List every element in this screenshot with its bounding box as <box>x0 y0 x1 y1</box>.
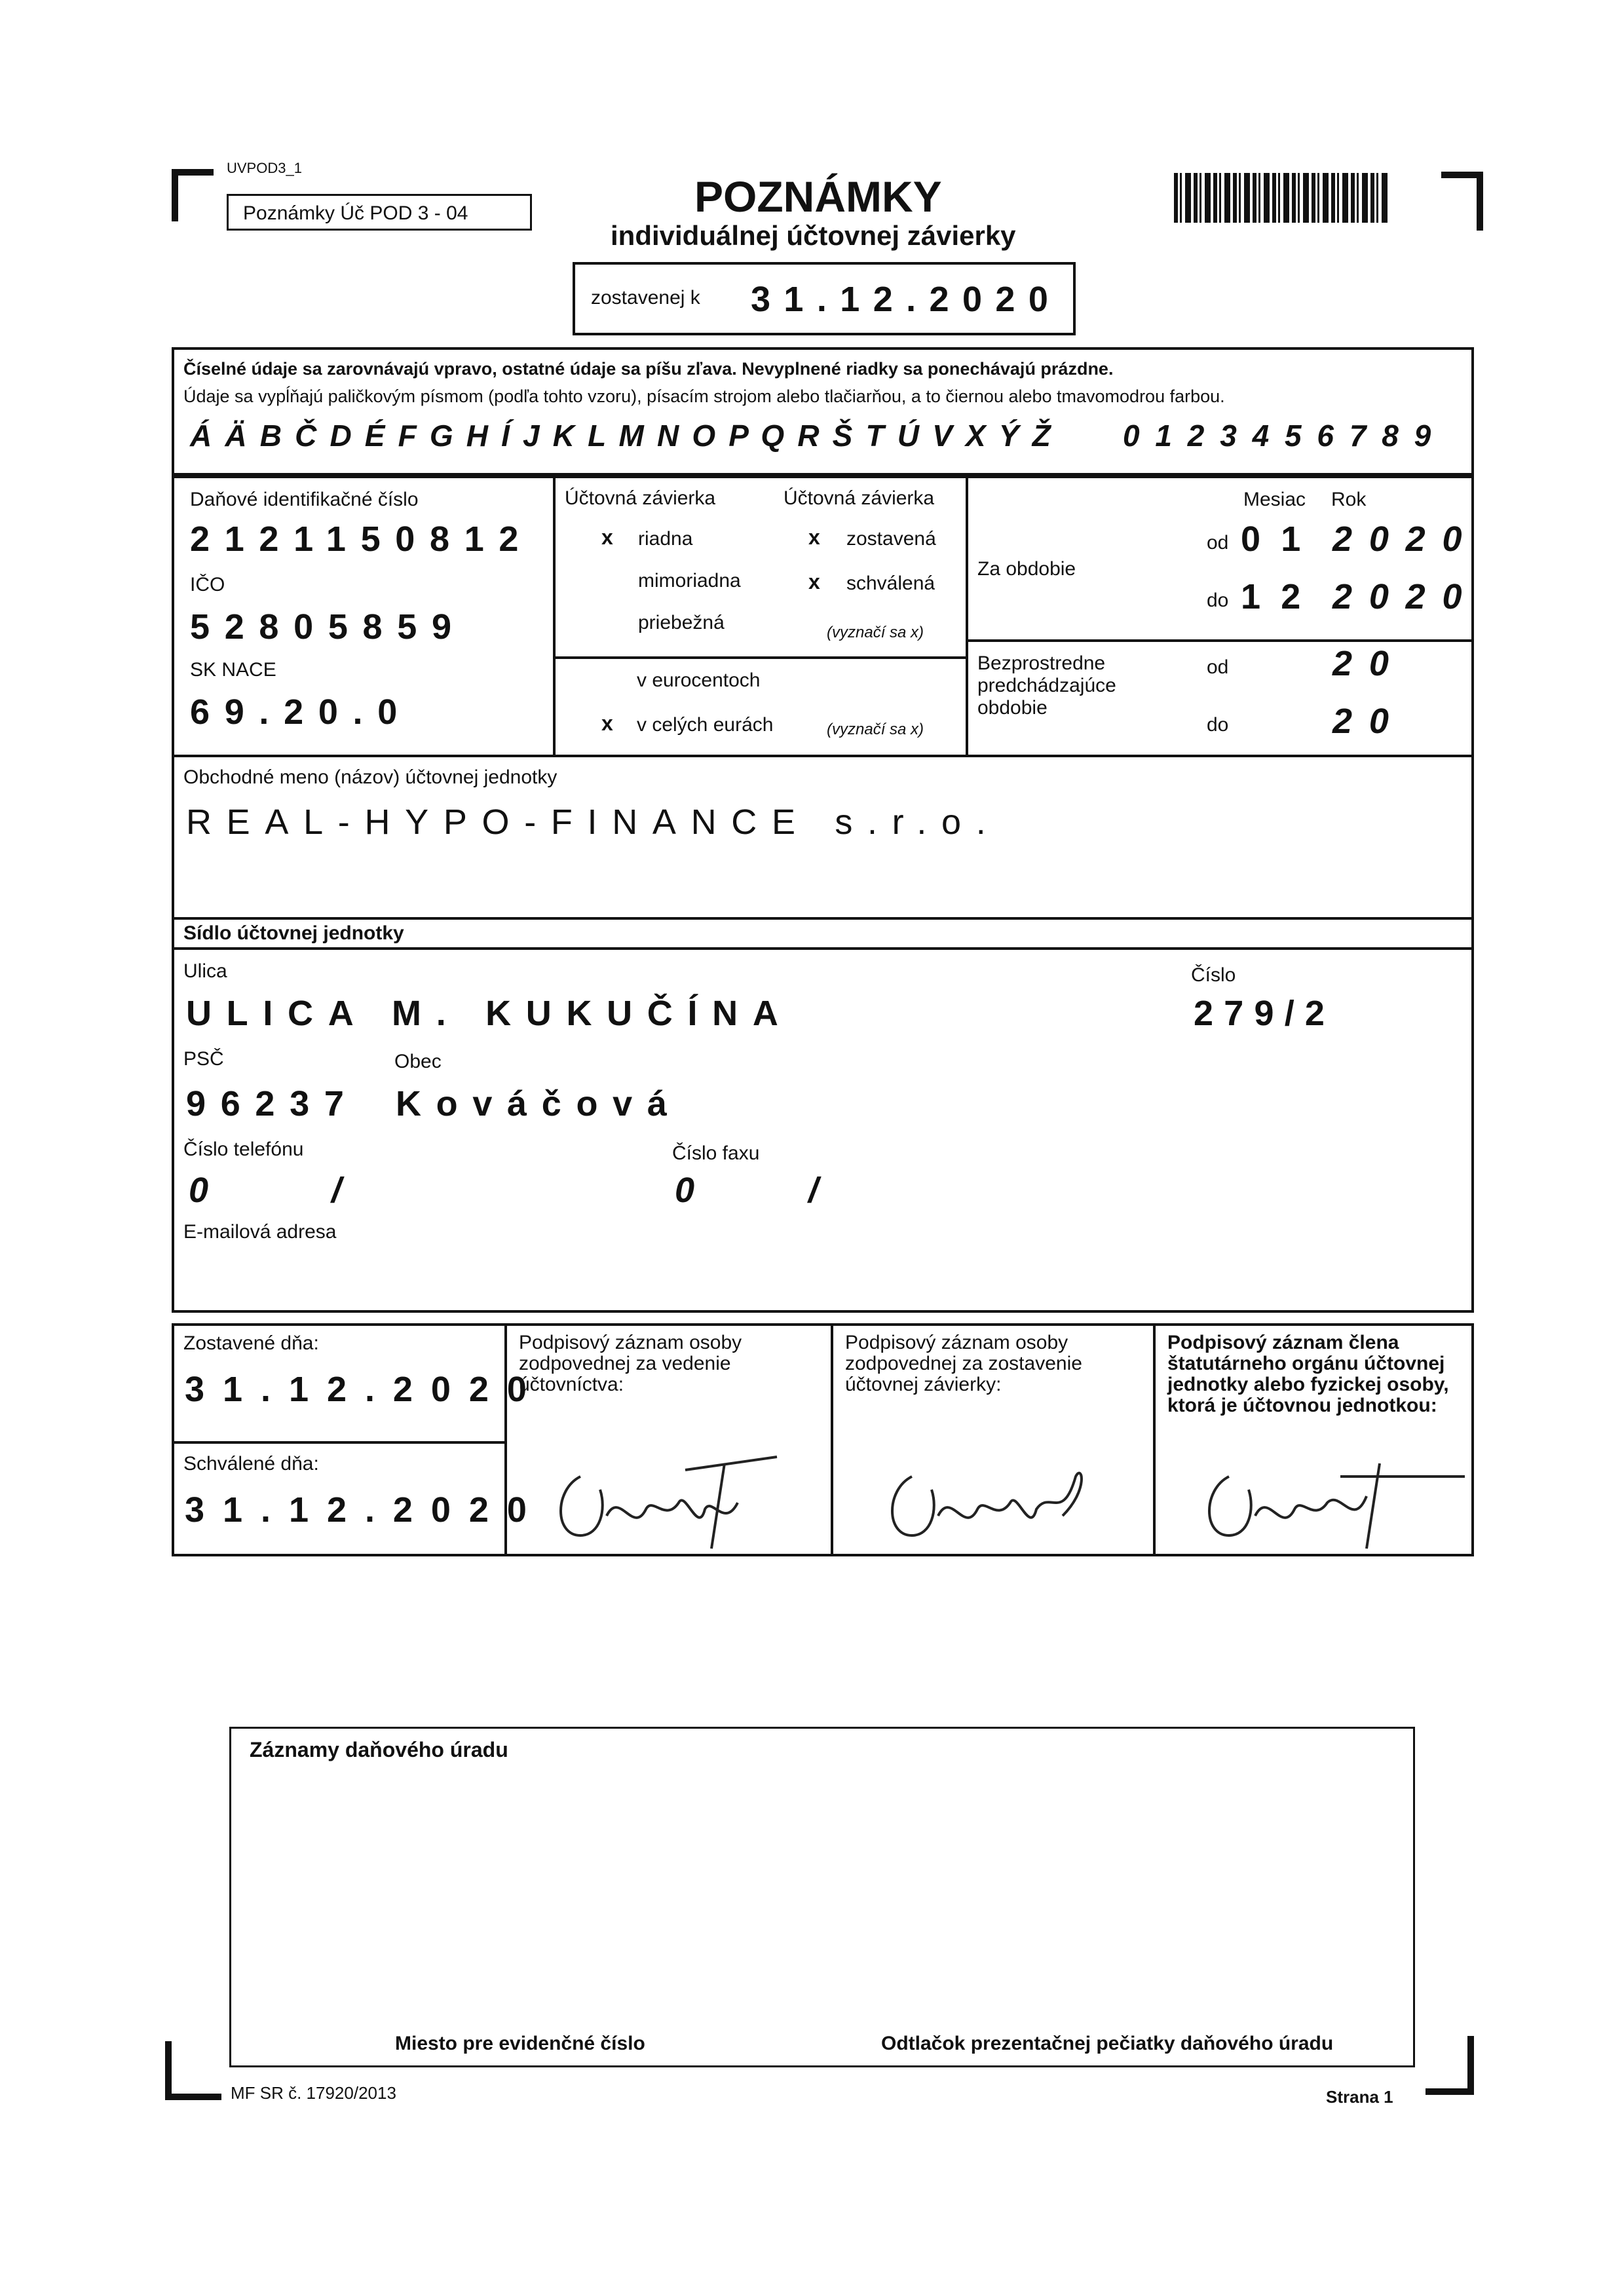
period-prev-to-label: do <box>1207 714 1229 736</box>
approved-on-label: Schválené dňa: <box>183 1453 319 1475</box>
page-title: POZNÁMKY <box>694 172 942 221</box>
compiled-date-label: zostavenej k <box>591 287 700 309</box>
number-label: Číslo <box>1191 964 1236 986</box>
compiled-date-box <box>573 262 1076 335</box>
whole-euros-mark[interactable]: x <box>601 711 613 735</box>
closing-note-2: (vyznačí sa x) <box>827 721 924 738</box>
entity-name-value: REAL-HYPO-FINANCE s.r.o. <box>186 802 1001 842</box>
seat-heading: Sídlo účtovnej jednotky <box>183 922 404 944</box>
period-year-label: Rok <box>1331 489 1367 510</box>
period-prev-from-label: od <box>1207 656 1229 678</box>
signature-3-label: Podpisový záznam člena štatutárneho orgánu účtovnej jednotky alebo fyzickej osoby, ktorá je účtovnou jednotkou: <box>1167 1332 1449 1416</box>
closing-ordinary: riadna <box>638 528 693 550</box>
stamp-label: Odtlačok prezentačnej pečiatky daňového úradu <box>881 2033 1334 2054</box>
period-to-label: do <box>1207 590 1229 611</box>
instructions-line-1: Číselné údaje sa zarovnávajú vpravo, ostatné údaje sa píšu zľava. Nevyplnené riadky sa ponechávajú prázdne. <box>183 359 1114 379</box>
period-prev-to-year: 2 0 <box>1332 702 1393 741</box>
ministry-reference: MF SR č. 17920/2013 <box>231 2083 396 2103</box>
signature-3-handwriting <box>1183 1450 1471 1555</box>
signature-box <box>172 1323 1474 1556</box>
period-prev-from-year: 2 0 <box>1332 644 1393 683</box>
period-prev-label: Bezprostredne predchádzajúce obdobie <box>977 652 1116 719</box>
tax-office-heading: Záznamy daňového úradu <box>250 1738 508 1761</box>
closing-approved: schválená <box>846 573 935 594</box>
ico-label: IČO <box>190 574 225 595</box>
form-code-box <box>227 194 532 231</box>
street-label: Ulica <box>183 960 227 982</box>
zip-value: 96237 <box>186 1084 359 1123</box>
form-code-box-label: Poznámky Úč POD 3 - 04 <box>243 202 468 224</box>
tax-office-box <box>229 1727 1415 2067</box>
page-number: Strana 1 <box>1326 2087 1393 2107</box>
signature-2-handwriting <box>866 1450 1128 1555</box>
number-value: 279/2 <box>1194 994 1336 1033</box>
city-label: Obec <box>394 1051 442 1072</box>
sample-letters: Á Ä B Č D É F G H Í J K L M N O P Q R Š T Ú V X Ý Ž <box>190 419 1053 453</box>
seat-box <box>172 917 1474 1313</box>
city-value: Kováčová <box>396 1084 682 1123</box>
entity-name-box <box>172 755 1474 920</box>
compiled-date-value: 3 1 . 1 2 . 2 0 2 0 <box>751 280 1050 319</box>
period-month-label: Mesiac <box>1243 489 1306 510</box>
phone-slash: / <box>331 1171 356 1210</box>
fax-value: 0 <box>675 1171 709 1210</box>
zip-label: PSČ <box>183 1048 224 1070</box>
page-subtitle: individuálnej účtovnej závierky <box>611 220 1016 251</box>
identification-box <box>172 476 1474 757</box>
period-to-year: 2 0 2 0 <box>1332 577 1465 616</box>
dic-value: 2121150812 <box>190 519 534 559</box>
barcode <box>1174 173 1390 223</box>
street-value: ULICA M. KUKUČÍNA <box>186 994 793 1033</box>
evidence-number-label: Miesto pre evidenčné číslo <box>395 2033 645 2054</box>
form-code: UVPOD3_1 <box>227 160 302 176</box>
sample-digits: 0 1 2 3 4 5 6 7 8 9 <box>1123 419 1435 453</box>
approved-mark[interactable]: x <box>808 570 820 593</box>
closing-extraordinary: mimoriadna <box>638 570 741 592</box>
compiled-mark[interactable]: x <box>808 525 820 549</box>
approved-on-value: 3 1 . 1 2 . 2 0 2 0 <box>185 1490 531 1530</box>
compiled-on-value: 3 1 . 1 2 . 2 0 2 0 <box>185 1370 531 1409</box>
corner-mark-top-right <box>1441 172 1483 231</box>
corner-mark-bottom-right <box>1426 2036 1474 2095</box>
instructions-line-2: Údaje sa vypĺňajú paličkovým písmom (podľa tohto vzoru), písacím strojom alebo tlačiarňou, a to čiernou alebo tmavomodrou farbou. <box>183 386 1225 406</box>
phone-value: 0 <box>189 1171 223 1210</box>
corner-mark-top-left <box>172 169 214 221</box>
period-from-month: 0 1 <box>1241 519 1306 559</box>
period-from-label: od <box>1207 532 1229 554</box>
corner-mark-bottom-left <box>165 2041 221 2100</box>
closing-compiled: zostavená <box>846 528 936 550</box>
signature-1-handwriting <box>541 1450 803 1555</box>
email-label: E-mailová adresa <box>183 1221 337 1243</box>
signature-1-label: Podpisový záznam osoby zodpovednej za vedenie účtovníctva: <box>519 1332 742 1395</box>
entity-name-label: Obchodné meno (názov) účtovnej jednotky <box>183 766 557 788</box>
period-to-month: 1 2 <box>1241 577 1306 616</box>
compiled-on-label: Zostavené dňa: <box>183 1332 319 1354</box>
period-for-label: Za obdobie <box>977 558 1076 580</box>
closing-heading-1: Účtovná závierka <box>565 487 716 509</box>
period-from-year: 2 0 2 0 <box>1332 519 1465 559</box>
ordinary-mark[interactable]: x <box>601 525 613 549</box>
ico-value: 52805859 <box>190 607 466 647</box>
currency-eurocents: v eurocentoch <box>637 669 761 691</box>
phone-label: Číslo telefónu <box>183 1139 304 1160</box>
nace-label: SK NACE <box>190 659 276 681</box>
fax-slash: / <box>808 1171 833 1210</box>
closing-heading-2: Účtovná závierka <box>784 487 935 509</box>
currency-whole-euros: v celých eurách <box>637 714 774 736</box>
dic-label: Daňové identifikačné číslo <box>190 489 419 510</box>
signature-2-label: Podpisový záznam osoby zodpovednej za zostavenie účtovnej závierky: <box>845 1332 1082 1395</box>
instructions-box <box>172 347 1474 476</box>
closing-interim: priebežná <box>638 612 725 633</box>
fax-label: Číslo faxu <box>672 1142 760 1164</box>
closing-note-1: (vyznačí sa x) <box>827 624 924 641</box>
nace-value: 69.20.0 <box>190 692 412 732</box>
